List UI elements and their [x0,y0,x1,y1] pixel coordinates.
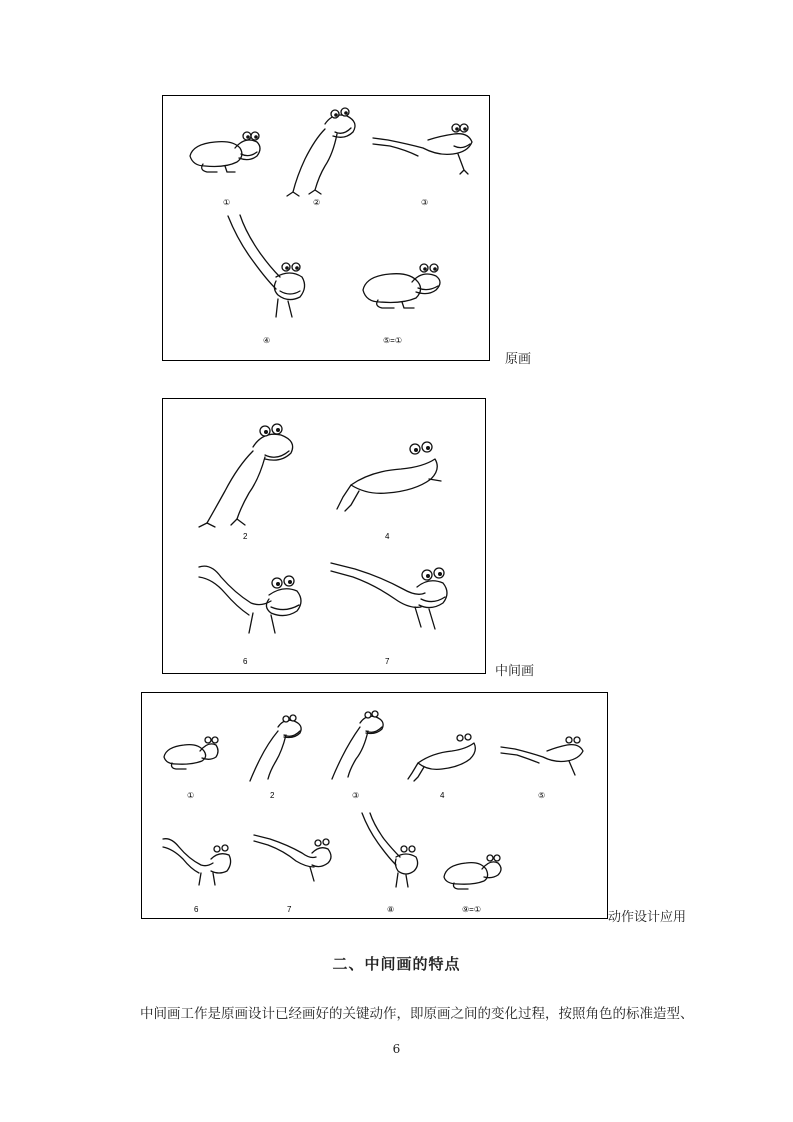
section-heading: 二、中间画的特点 [332,955,461,973]
key-frame-number: ⑤=① [383,336,403,345]
frog-flying-illustration [331,435,451,515]
frog-rising-illustration [275,104,365,199]
design-frame-number: ① [187,791,195,800]
frog-sitting-return-illustration [358,258,448,313]
frog-diving-illustration [157,831,232,891]
key-frame-number: ② [313,198,321,207]
design-frame-number: 7 [287,905,292,914]
design-frame-number: ⑧ [387,905,395,914]
inbetween-frame-number: 7 [385,657,390,666]
inbetweens-caption: 中间画 [495,664,535,679]
body-paragraph: 中间画工作是原画设计已经画好的关键动作，即原画之间的变化过程，按照角色的标准造型、 [140,1006,694,1022]
frog-leap-illustration [250,827,335,887]
design-frame-number: ⑤ [538,791,546,800]
design-frame-number: 2 [270,791,275,800]
key-frames-figure [162,95,490,361]
action-design-figure [141,692,608,919]
key-frame-number: ③ [421,198,429,207]
frog-leap-illustration [497,733,592,781]
inbetween-frame-number: 4 [385,532,390,541]
design-frame-number: 4 [440,791,445,800]
frog-sitting-illustration [160,733,222,773]
design-frame-number: 6 [194,905,199,914]
inbetween-frame-number: 2 [243,532,248,541]
frog-flying-illustration [404,729,484,784]
design-frame-number: ⑨=① [462,905,482,914]
key-frame-number: ④ [263,336,271,345]
frog-sitting-illustration [185,126,265,176]
frog-leap-illustration [368,118,483,178]
action-design-caption: 动作设计应用 [608,910,687,925]
design-frame-number: ③ [352,791,360,800]
key-frames-caption: 原画 [505,352,532,367]
page-number: 6 [392,1042,401,1056]
frog-diving-illustration [354,809,424,894]
frog-rising-illustration [238,713,308,785]
key-frame-number: ① [223,198,231,207]
frog-sitting-return-illustration [440,851,506,893]
frog-diving-illustration [191,555,306,640]
frog-rising-illustration [320,709,390,781]
inbetweens-figure [162,398,486,674]
frog-leap-illustration [325,549,455,639]
frog-rising-illustration [193,421,303,531]
inbetween-frame-number: 6 [243,657,248,666]
frog-diving-illustration [218,211,308,326]
